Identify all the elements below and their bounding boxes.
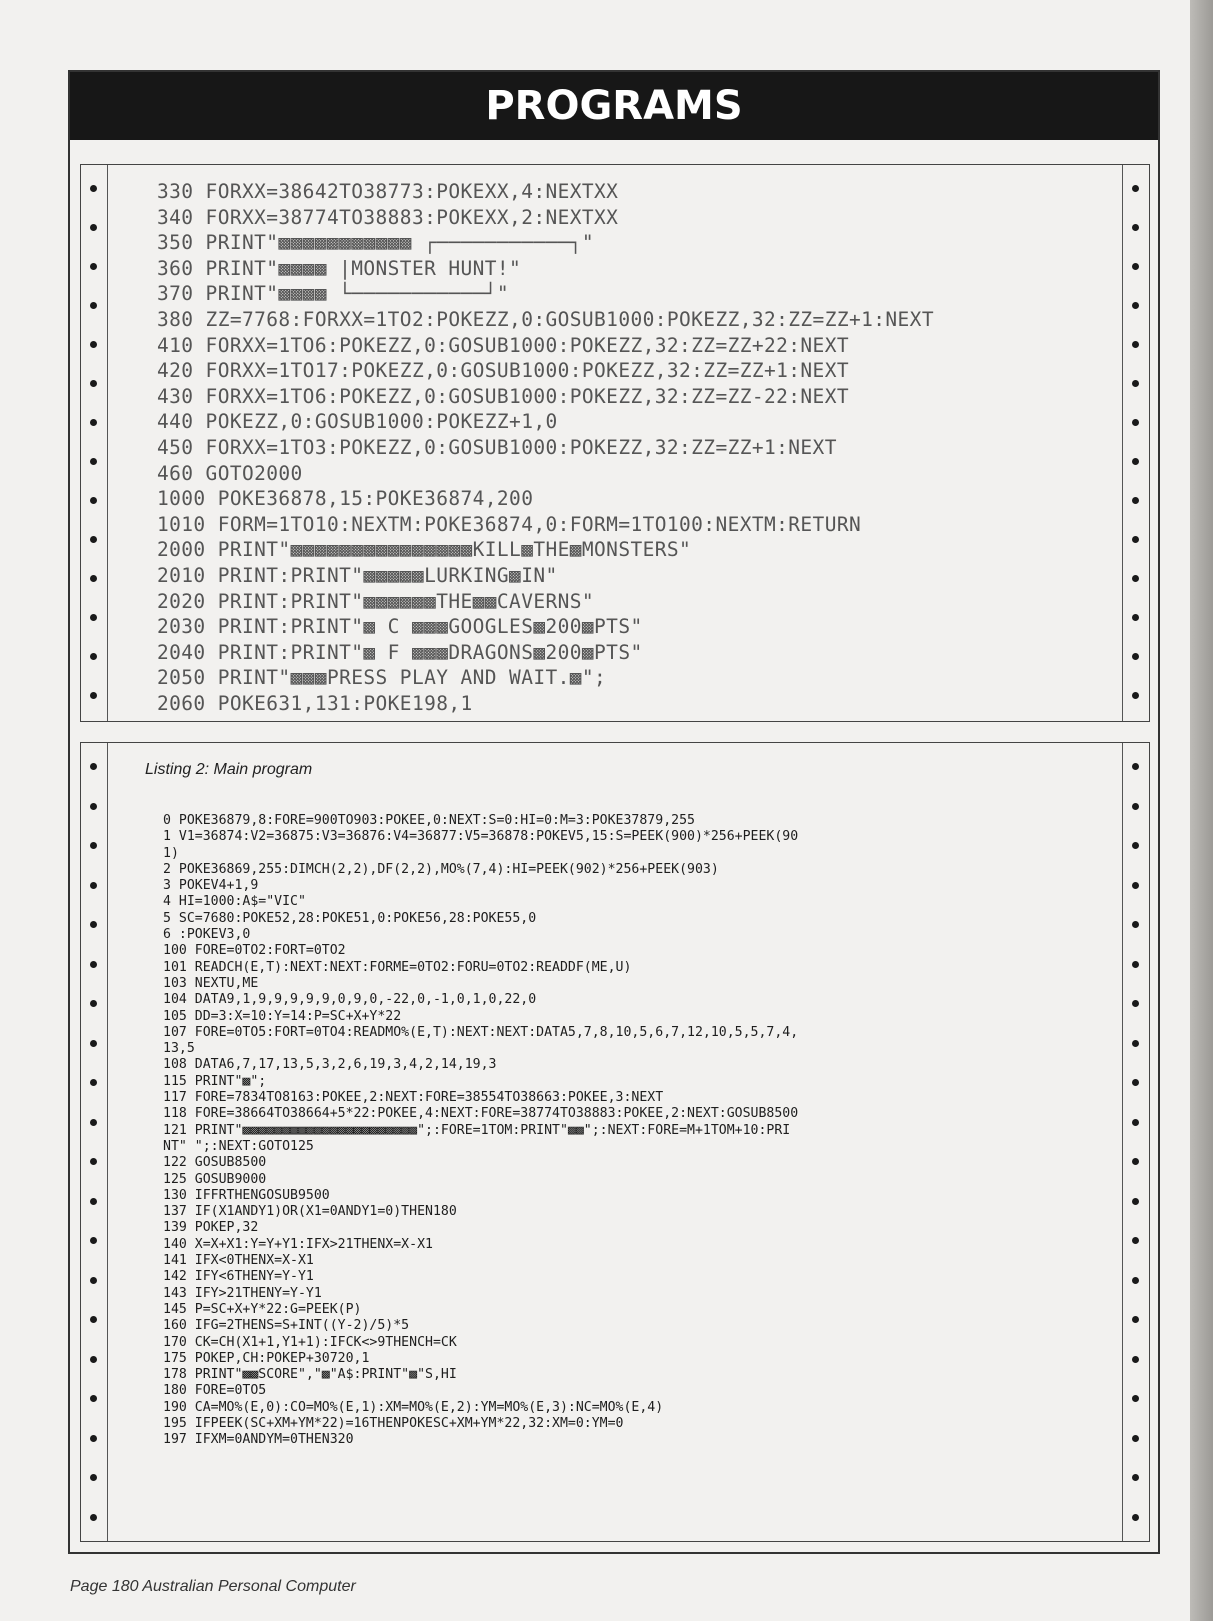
perforation-hole [90,763,97,770]
code-line: 142 IFY<6THENY=Y-Y1 [163,1269,314,1285]
code-line: 340 FORXX=38774TO38883:POKEXX,2:NEXTXX [157,205,619,229]
perforation-hole [90,1316,97,1323]
code-line: 3 POKEV4+1,9 [163,878,259,894]
code-line: 430 FORXX=1TO6:POKEZZ,0:GOSUB1000:POKEZZ,32:ZZ=ZZ-22:NEXT [157,384,849,408]
perforation-hole [1132,263,1139,270]
code-line: 1010 FORM=1TO10:NEXTM:POKE36874,0:FORM=1TO100:NEXTM:RETURN [157,512,862,536]
listing-caption: Listing 2: Main program [145,761,313,778]
code-line: 330 FORXX=38642TO38773:POKEXX,4:NEXTXX [157,180,619,203]
page-edge [1190,0,1213,1621]
listing-2-code [163,813,1123,1449]
code-line: 5 SC=7680:POKE52,28:POKE51,0:POKE56,28:POKE55,0 [163,910,537,926]
code-line: 100 FORE=0TO2:FORT=0TO2 [163,943,346,959]
perforation-hole [1132,1277,1139,1284]
code-line: 4 HI=1000:A$="VIC" [163,894,306,910]
perforation-hole [90,380,97,387]
code-line: 170 CK=CH(X1+1,Y1+1):IFCK<>9THENCH=CK [163,1334,457,1350]
perforation-hole [1132,961,1139,968]
code-line: 140 X=X+X1:Y=Y+Y1:IFX>21THENX=X-X1 [163,1236,433,1252]
code-line: 2060 POKE631,131:POKE198,1 [157,691,473,715]
code-line: 105 DD=3:X=10:Y=14:P=SC+X+Y*22 [163,1008,402,1024]
perforation-rail-left [81,165,108,721]
code-line: 360 PRINT"▩▩▩▩ |MONSTER HUNT!" [157,256,522,280]
code-line: 115 PRINT"▩"; [163,1073,267,1089]
code-line: 370 PRINT"▩▩▩▩ └───────────┘" [157,282,510,306]
code-line: 108 DATA6,7,17,13,5,3,2,6,19,3,4,2,14,19,3 [163,1057,497,1073]
perforation-hole [90,497,97,504]
perforation-hole [1132,536,1139,543]
code-line: 139 POKEP,32 [163,1220,259,1236]
code-line: 2020 PRINT:PRINT"▩▩▩▩▩▩THE▩▩CAVERNS" [157,589,595,613]
page-frame [68,70,1160,1554]
code-line: 121 PRINT"▩▩▩▩▩▩▩▩▩▩▩▩▩▩▩▩▩▩▩▩▩▩";:FORE=1TOM:PRINT"▩▩";:NEXT:FORE=M+1TOM+10:PRI [163,1122,791,1138]
code-line: 178 PRINT"▩▩SCORE","▩"A$:PRINT"▩"S,HI [163,1367,457,1383]
code-line: 2000 PRINT"▩▩▩▩▩▩▩▩▩▩▩▩▩▩▩KILL▩THE▩MONSTERS" [157,538,692,562]
code-line: 130 IFFRTHENGOSUB9500 [163,1187,330,1203]
perforation-hole [90,1000,97,1007]
code-line: 410 FORXX=1TO6:POKEZZ,0:GOSUB1000:POKEZZ,32:ZZ=ZZ+22:NEXT [157,333,849,357]
code-line: 350 PRINT"▩▩▩▩▩▩▩▩▩▩▩ ┌───────────┐" [157,231,595,255]
perforation-hole [1132,1237,1139,1244]
perforation-hole [90,536,97,543]
perforation-hole [1132,1316,1139,1323]
code-line: 143 IFY>21THENY=Y-Y1 [163,1285,322,1301]
perforation-rail-left [81,743,108,1541]
code-line: 1 V1=36874:V2=36875:V3=36876:V4=36877:V5=36878:POKEV5,15:S=PEEK(900)*256+PEEK(90 [163,829,799,845]
code-line: 380 ZZ=7768:FORXX=1TO2:POKEZZ,0:GOSUB1000:POKEZZ,32:ZZ=ZZ+1:NEXT [157,307,934,331]
perforation-hole [90,302,97,309]
code-line: 190 CA=MO%(E,0):CO=MO%(E,1):XM=MO%(E,2):YM=MO%(E,3):NC=MO%(E,4) [163,1399,664,1415]
code-line: 197 IFXM=0ANDYM=0THEN320 [163,1432,354,1448]
code-line: 107 FORE=0TO5:FORT=0TO4:READMO%(E,T):NEXT:NEXT:DATA5,7,8,10,5,6,7,12,10,5,5,7,4, [163,1024,799,1040]
code-line: 141 IFX<0THENX=X-X1 [163,1253,314,1269]
code-line: NT" ";:NEXT:GOTO125 [163,1138,314,1154]
perforation-hole [90,185,97,192]
perforation-hole [90,1474,97,1481]
code-line: 104 DATA9,1,9,9,9,9,9,0,9,0,-22,0,-1,0,1,0,22,0 [163,992,537,1008]
code-line: 420 FORXX=1TO17:POKEZZ,0:GOSUB1000:POKEZZ,32:ZZ=ZZ+1:NEXT [157,359,849,383]
perforation-hole [90,341,97,348]
perforation-hole [90,882,97,889]
perforation-hole [1132,380,1139,387]
code-line: 145 P=SC+X+Y*22:G=PEEK(P) [163,1301,362,1317]
perforation-hole [90,419,97,426]
perforation-hole [1132,653,1139,660]
perforation-hole [90,575,97,582]
perforation-hole [1132,1435,1139,1442]
perforation-hole [1132,1514,1139,1521]
perforation-hole [90,1395,97,1402]
perforation-hole [1132,763,1139,770]
perforation-hole [1132,921,1139,928]
perforation-hole [90,1514,97,1521]
perforation-hole [1132,419,1139,426]
code-line: 2050 PRINT"▩▩▩PRESS PLAY AND WAIT.▩"; [157,666,607,690]
perforation-hole [1132,185,1139,192]
perforation-hole [1132,1079,1139,1086]
code-line: 175 POKEP,CH:POKEP+30720,1 [163,1350,370,1366]
code-line: 195 IFPEEK(SC+XM+YM*22)=16THENPOKESC+XM+YM*22,32:XM=0:YM=0 [163,1415,624,1431]
perforation-hole [90,1079,97,1086]
perforation-hole [1132,1395,1139,1402]
perforation-hole [1132,575,1139,582]
perforation-hole [90,1277,97,1284]
perforation-hole [90,653,97,660]
code-line: 13,5 [163,1041,195,1057]
perforation-hole [1132,497,1139,504]
code-line: 0 POKE36879,8:FORE=900TO903:POKEE,0:NEXT:S=0:HI=0:M=3:POKE37879,255 [163,813,695,828]
code-line: 2030 PRINT:PRINT"▩ C ▩▩▩GOOGLES▩200▩PTS" [157,615,643,639]
perforation-hole [90,842,97,849]
perforation-hole [90,1237,97,1244]
code-line: 103 NEXTU,ME [163,975,259,991]
code-line: 6 :POKEV3,0 [163,927,251,943]
listing-2-panel [80,742,1150,1542]
perforation-hole [1132,1356,1139,1363]
page-footer: Page 180 Australian Personal Computer [70,1578,356,1595]
perforation-hole [90,1119,97,1126]
code-line: 2040 PRINT:PRINT"▩ F ▩▩▩DRAGONS▩200▩PTS" [157,640,643,664]
perforation-hole [90,614,97,621]
perforation-hole [90,263,97,270]
page-title: PROGRAMS [70,72,1158,140]
perforation-hole [90,1198,97,1205]
perforation-hole [90,458,97,465]
code-line: 122 GOSUB8500 [163,1155,267,1171]
perforation-hole [90,803,97,810]
code-line: 440 POKEZZ,0:GOSUB1000:POKEZZ+1,0 [157,410,558,434]
perforation-hole [1132,1474,1139,1481]
perforation-rail-right [1122,743,1149,1541]
code-line: 118 FORE=38664TO38664+5*22:POKEE,4:NEXT:FORE=38774TO38883:POKEE,2:NEXT:GOSUB8500 [163,1106,799,1122]
perforation-hole [1132,882,1139,889]
perforation-hole [90,921,97,928]
perforation-hole [1132,842,1139,849]
code-line: 450 FORXX=1TO3:POKEZZ,0:GOSUB1000:POKEZZ,32:ZZ=ZZ+1:NEXT [157,435,837,459]
perforation-hole [1132,341,1139,348]
perforation-hole [90,1435,97,1442]
code-line: 460 GOTO2000 [157,461,303,485]
code-line: 160 IFG=2THENS=S+INT((Y-2)/5)*5 [163,1318,410,1334]
code-line: 1) [163,845,179,861]
code-line: 180 FORE=0TO5 [163,1383,267,1399]
listing-1-code [157,179,1127,716]
code-line: 137 IF(X1ANDY1)OR(X1=0ANDY1=0)THEN180 [163,1204,457,1220]
code-line: 125 GOSUB9000 [163,1171,267,1187]
perforation-hole [90,1158,97,1165]
perforation-hole [1132,224,1139,231]
perforation-hole [1132,614,1139,621]
perforation-hole [1132,1000,1139,1007]
perforation-hole [1132,1040,1139,1047]
code-line: 1000 POKE36878,15:POKE36874,200 [157,487,534,511]
code-line: 101 READCH(E,T):NEXT:NEXT:FORME=0TO2:FORU=0TO2:READDF(ME,U) [163,959,632,975]
code-line: 2 POKE36869,255:DIMCH(2,2),DF(2,2),MO%(7,4):HI=PEEK(902)*256+PEEK(903) [163,861,719,877]
perforation-hole [1132,458,1139,465]
perforation-hole [1132,803,1139,810]
code-line: 2010 PRINT:PRINT"▩▩▩▩▩LURKING▩IN" [157,563,558,587]
perforation-hole [90,961,97,968]
perforation-hole [90,224,97,231]
perforation-hole [90,1356,97,1363]
perforation-hole [1132,1119,1139,1126]
perforation-hole [1132,1158,1139,1165]
code-line: 117 FORE=7834TO8163:POKEE,2:NEXT:FORE=38554TO38663:POKEE,3:NEXT [163,1090,664,1106]
perforation-hole [90,692,97,699]
perforation-hole [90,1040,97,1047]
perforation-hole [1132,692,1139,699]
listing-1-panel [80,164,1150,722]
perforation-hole [1132,1198,1139,1205]
perforation-hole [1132,302,1139,309]
